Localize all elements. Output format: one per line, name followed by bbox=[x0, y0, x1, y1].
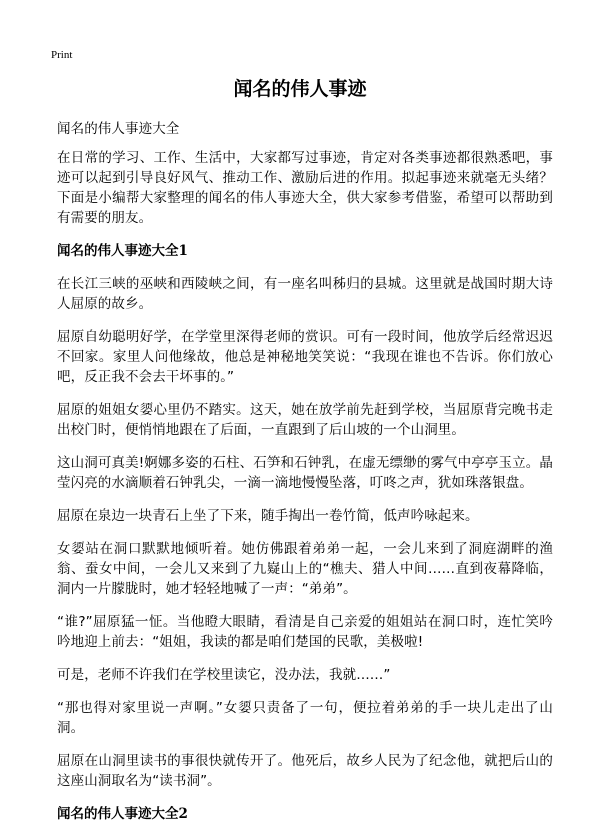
section-heading-2: 闻名的伟人事迹大全2 bbox=[57, 806, 188, 822]
paragraph: 屈原在泉边一块青石上坐了下来，随手掏出一卷竹简，低声吟咏起来。 bbox=[57, 508, 479, 524]
paragraph: 屈原在山洞里读书的事很快就传开了。他死后，故乡人民为了纪念他，就把后山的这座山洞取名为“读书洞”。 bbox=[57, 753, 553, 789]
article-body bbox=[57, 119, 553, 837]
paragraph: 屈原自幼聪明好学，在学堂里深得老师的赏识。可有一段时间，他放学后经常迟迟不回家。家里人问他缘故，他总是神秘地笑笑说：“我现在谁也不告诉。你们放心吧，反正我不会去干坏事的。” bbox=[57, 329, 553, 385]
paragraph: “谁?”屈原猛一怔。当他瞪大眼睛，看清是自己亲爱的姐姐站在洞口时，连忙笑吟吟地迎上前去：“姐姐，我读的都是咱们楚国的民歌，美极啦! bbox=[57, 614, 553, 650]
article-subtitle: 闻名的伟人事迹大全 bbox=[57, 121, 180, 137]
print-link[interactable]: Print bbox=[51, 49, 73, 61]
paragraph: 屈原的姐姐女媭心里仍不踏实。这天，她在放学前先赶到学校，当屈原背完晚书走出校门时，便悄悄地跟在了后面，一直跟到了后山坡的一个山洞里。 bbox=[57, 402, 553, 438]
paragraph: 女媭站在洞口默默地倾听着。她仿佛跟着弟弟一起，一会儿来到了洞庭湖畔的渔翁、蚕女中间，一会儿又来到了九嶷山上的“樵夫、猎人中间……直到夜幕降临，洞内一片朦胧时，她才轻轻地喊了一声：“弟弟”。 bbox=[57, 541, 553, 597]
page-title: 闻名的伟人事迹 bbox=[233, 78, 367, 100]
section-heading-1: 闻名的伟人事迹大全1 bbox=[57, 243, 188, 259]
paragraph: 可是，老师不许我们在学校里读它，没办法，我就……” bbox=[57, 667, 391, 683]
paragraph: “那也得对家里说一声啊。”女媭只责备了一句，便拉着弟弟的手一块儿走出了山洞。 bbox=[57, 700, 553, 736]
paragraph: 在长江三峡的巫峡和西陵峡之间，有一座名叫秭归的县城。这里就是战国时期大诗人屈原的故乡。 bbox=[57, 276, 553, 312]
paragraph: 这山洞可真美!婀娜多姿的石柱、石笋和石钟乳，在虚无缥缈的雾气中亭亭玉立。晶莹闪亮的水滴顺着石钟乳尖，一滴一滴地慢慢坠落，叮咚之声，犹如珠落银盘。 bbox=[57, 455, 553, 491]
intro-paragraph: 在日常的学习、工作、生活中，大家都写过事迹，肯定对各类事迹都很熟悉吧，事迹可以起到引导良好风气、推动工作、激励后进的作用。拟起事迹来就毫无头绪？下面是小编帮大家整理的闻名的伟人事迹大全，供大家参考借鉴，希望可以帮助到有需要的朋友。 bbox=[57, 150, 553, 226]
